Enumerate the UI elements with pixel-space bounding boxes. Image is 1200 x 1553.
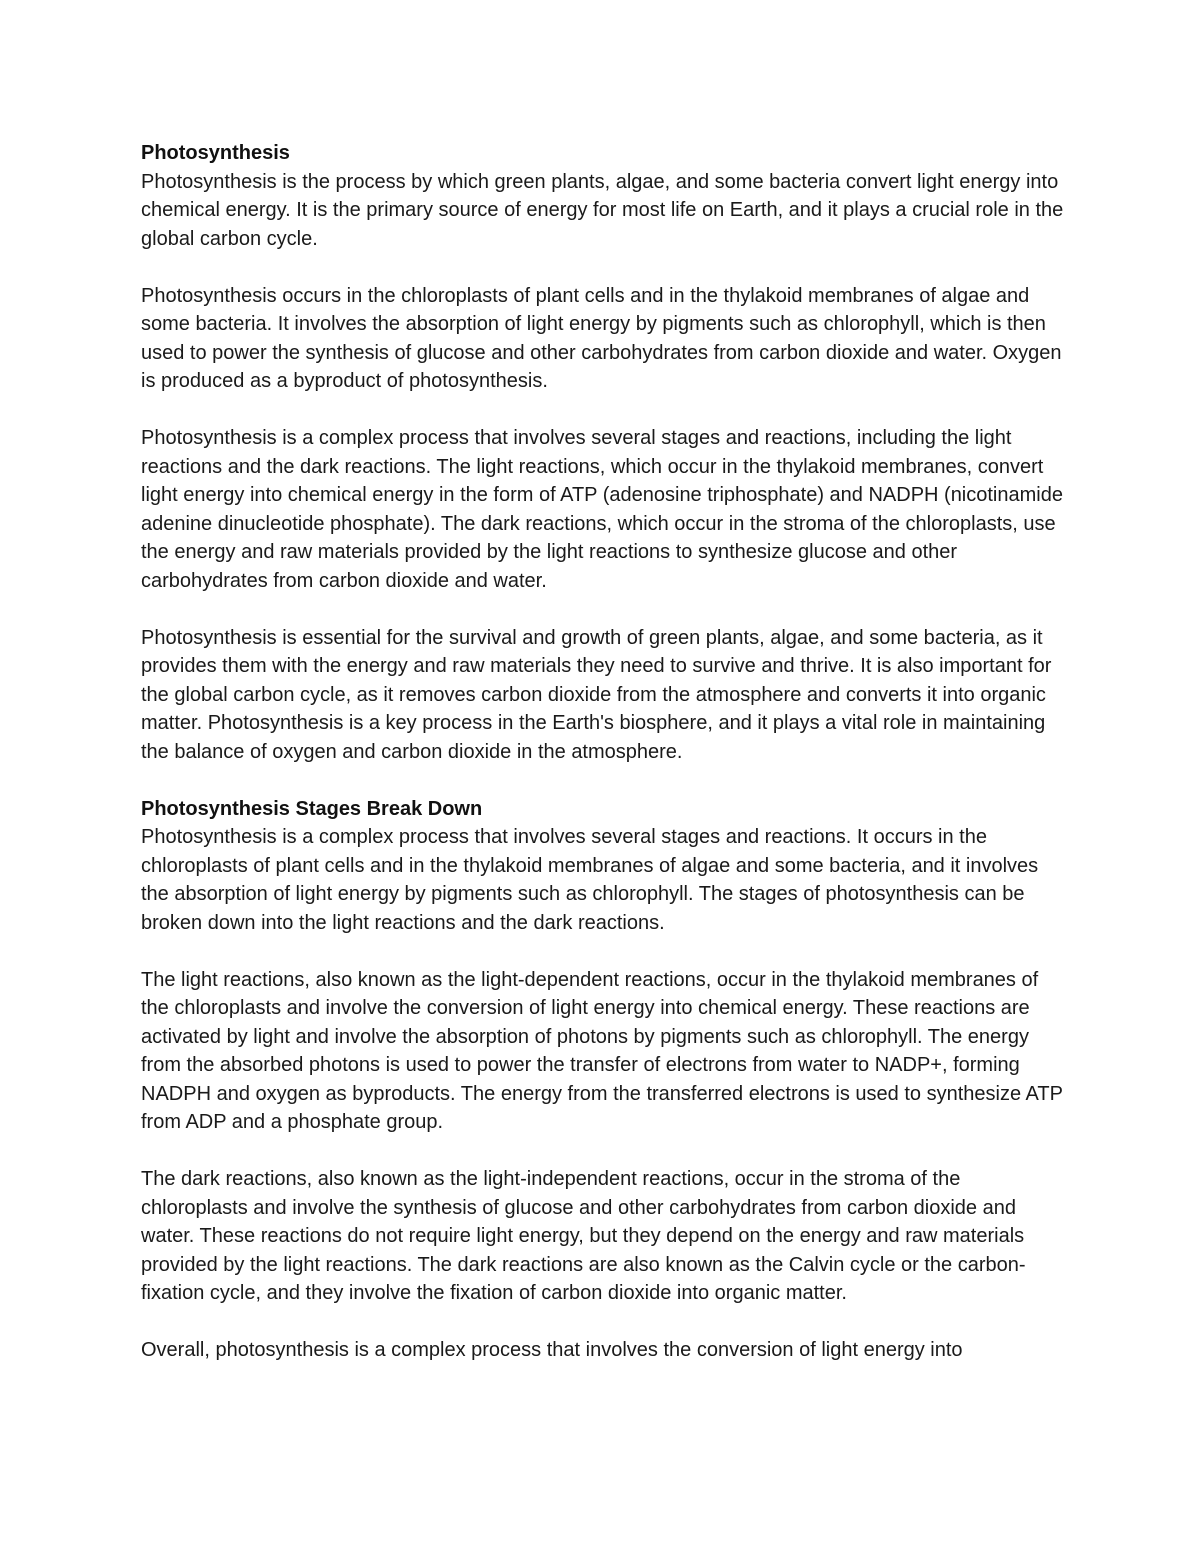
section-heading-stages-breakdown: Photosynthesis Stages Break Down [141, 797, 483, 820]
paragraph-overall: Overall, photosynthesis is a complex process that involves the conversion of light energy into [141, 1339, 963, 1361]
paragraph-light-reactions: The light reactions, also known as the light-dependent reactions, occur in the thylakoid membranes of the chloroplasts and involve the conversion of light energy into chemical energy. These reactions are activated by light and involve the absorption of photons by pigments such as chlorophyll. The energy from the absorbed photons is used to power the transfer of electrons from water to NADP+, forming NADPH and oxygen as byproducts. The energy from the transferred electrons is used to synthesize ATP from ADP and a phosphate group. [141, 968, 1063, 1133]
paragraph-dark-reactions: The dark reactions, also known as the light-independent reactions, occur in the stroma of the chloroplasts and involve the synthesis of glucose and other carbohydrates from carbon dioxide and water. These reactions do not require light energy, but they depend on the energy and raw materials provided by the light reactions. The dark reactions are also known as the Calvin cycle or the carbon-fixation cycle, and they involve the fixation of carbon dioxide into organic matter. [141, 1168, 1026, 1304]
paragraph-stages-overview: Photosynthesis is a complex process that involves several stages and reactions, including the light reactions and the dark reactions. The light reactions, which occur in the thylakoid membranes, convert light energy into chemical energy in the form of ATP (adenosine triphosphate) and NADPH (nicotinamide adenine dinucleotide phosphate). The dark reactions, which occur in the stroma of the chloroplasts, use the energy and raw materials provided by the light reactions to synthesize glucose and other carbohydrates from carbon dioxide and water. [141, 427, 1063, 592]
section-heading-photosynthesis: Photosynthesis [141, 142, 290, 164]
paragraph-stages-intro: Photosynthesis is a complex process that involves several stages and reactions. It occurs in the chloroplasts of plant cells and in the thylakoid membranes of algae and some bacteria, and it involves the absorption of light energy by pigments such as chlorophyll. The stages of photosynthesis can be broken down into the light reactions and the dark reactions. [141, 826, 1039, 934]
paragraph-intro: Photosynthesis is the process by which green plants, algae, and some bacteria convert light energy into chemical energy. It is the primary source of energy for most life on Earth, and it plays a crucial role in the global carbon cycle. [141, 170, 1064, 250]
paragraph-importance: Photosynthesis is essential for the survival and growth of green plants, algae, and some bacteria, as it provides them with the energy and raw materials they need to survive and thrive. It is also important for the global carbon cycle, as it removes carbon dioxide from the atmosphere and converts it into organic matter. Photosynthesis is a key process in the Earth's biosphere, and it plays a vital role in maintaining the balance of oxygen and carbon dioxide in the atmosphere. [141, 626, 1052, 763]
document-body [141, 139, 1066, 1365]
paragraph-location: Photosynthesis occurs in the chloroplasts of plant cells and in the thylakoid membranes of algae and some bacteria. It involves the absorption of light energy by pigments such as chlorophyll, which is then used to power the synthesis of glucose and other carbohydrates from carbon dioxide and water. Oxygen is produced as a byproduct of photosynthesis. [141, 284, 1062, 392]
